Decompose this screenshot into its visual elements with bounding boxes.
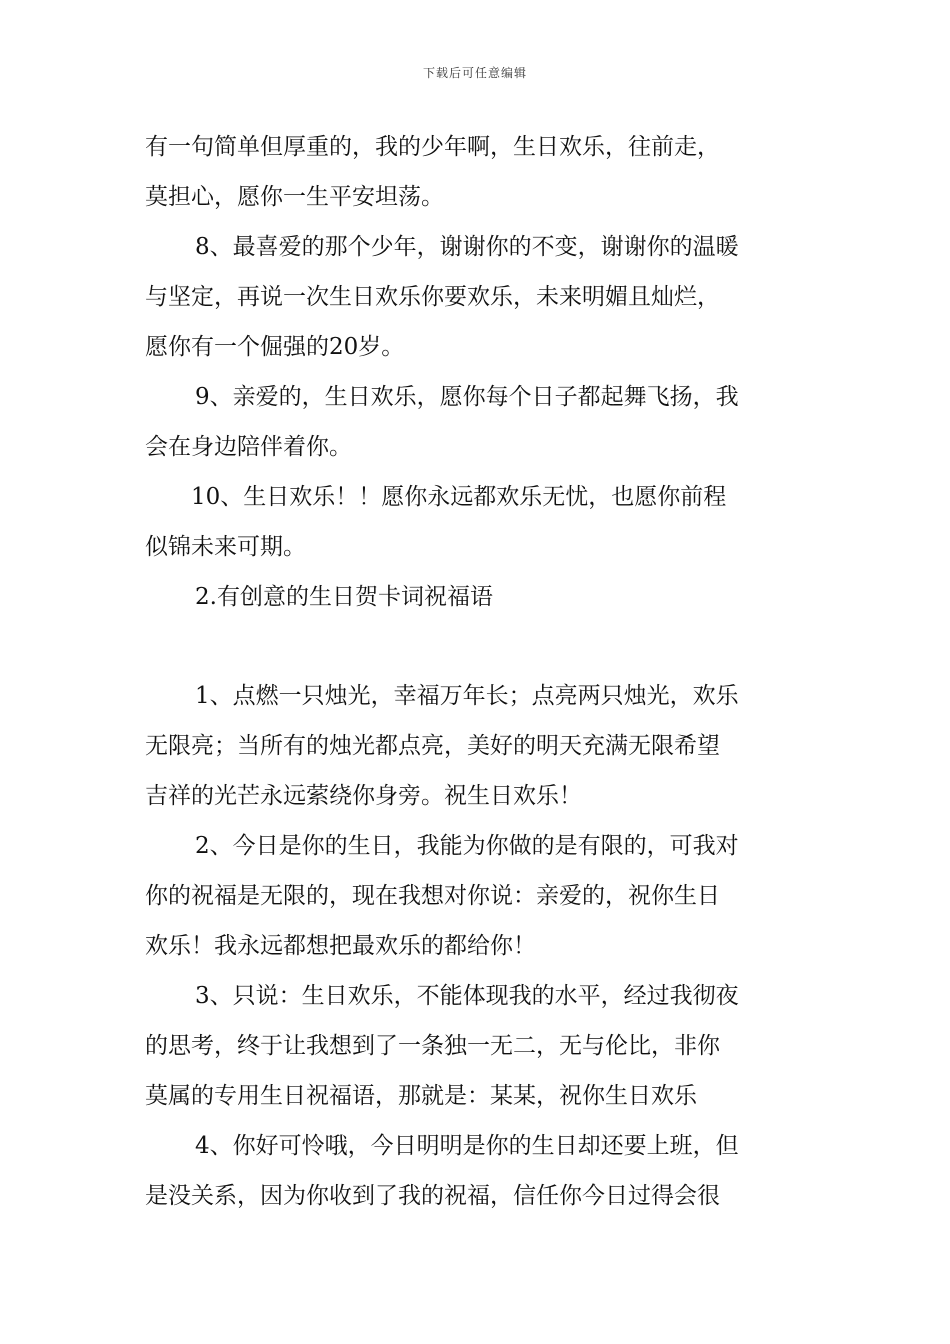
document-body — [145, 122, 810, 1221]
section-heading: 2.有创意的生日贺卡词祝福语 — [195, 584, 493, 610]
text-line: 你的祝福是无限的，现在我想对你说：亲爱的，祝你生日 — [145, 883, 720, 909]
text-line: 似锦未来可期。 — [145, 534, 306, 560]
text-line: 10、生日欢乐！！愿你永远都欢乐无忧，也愿你前程 — [191, 484, 727, 510]
text-line: 莫属的专用生日祝福语，那就是：某某，祝你生日欢乐 — [145, 1083, 697, 1109]
text-line: 的思考，终于让我想到了一条独一无二，无与伦比，非你 — [145, 1033, 720, 1059]
text-line: 1、点燃一只烛光，幸福万年长；点亮两只烛光，欢乐 — [195, 683, 739, 709]
text-line: 8、最喜爱的那个少年，谢谢你的不变，谢谢你的温暖 — [195, 234, 739, 260]
text-line: 愿你有一个倔强的20岁。 — [145, 334, 405, 360]
text-line: 无限亮；当所有的烛光都点亮，美好的明天充满无限希望 — [145, 733, 720, 759]
text-line: 3、只说：生日欢乐，不能体现我的水平，经过我彻夜 — [195, 983, 739, 1009]
page-header: 下载后可任意编辑 — [422, 66, 527, 80]
text-line: 有一句简单但厚重的，我的少年啊，生日欢乐，往前走， — [145, 134, 720, 160]
blank-line — [145, 622, 810, 671]
text-line: 欢乐！我永远都想把最欢乐的都给你！ — [145, 933, 536, 959]
text-line: 2、今日是你的生日，我能为你做的是有限的，可我对 — [195, 833, 739, 859]
text-line: 是没关系，因为你收到了我的祝福，信任你今日过得会很 — [145, 1183, 720, 1209]
text-line: 与坚定，再说一次生日欢乐你要欢乐，未来明媚且灿烂， — [145, 284, 720, 310]
text-line: 9、亲爱的，生日欢乐，愿你每个日子都起舞飞扬，我 — [195, 384, 739, 410]
text-line: 吉祥的光芒永远萦绕你身旁。祝生日欢乐！ — [145, 783, 582, 809]
text-line: 莫担心，愿你一生平安坦荡。 — [145, 184, 444, 210]
text-line: 4、你好可怜哦，今日明明是你的生日却还要上班，但 — [195, 1133, 739, 1159]
text-line: 会在身边陪伴着你。 — [145, 434, 352, 460]
